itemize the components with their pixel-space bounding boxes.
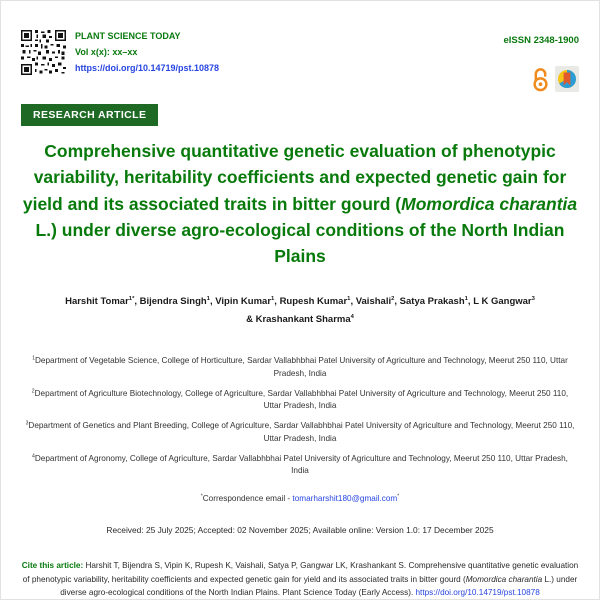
masthead-text bbox=[75, 29, 219, 76]
eissn-label: eISSN 2348-1900 bbox=[503, 35, 579, 46]
correspondence-line: *Correspondence email - tomarharshit180@gmail.com* bbox=[200, 493, 400, 503]
article-title: Comprehensive quantitative genetic evaluation of phenotypic variability, heritability coefficients and expected genetic gain for yield and its associated traits in bitter gourd (Momordica charantia L.) under diverse agro-ecological conditions of the North Indian Plains bbox=[22, 141, 578, 266]
affiliation-1: $^1$Department of Vegetable Science, College of Horticulture, Sardar Vallabhbhai Patel University of Agriculture and Technology, Meerut 250 110, Uttar Pradesh, India bbox=[32, 355, 568, 379]
open-access-lock-icon bbox=[531, 67, 550, 92]
check-for-updates-icon[interactable] bbox=[555, 66, 579, 92]
inline-link[interactable]: tomarharshit180@gmail.com bbox=[292, 493, 398, 503]
inline-link[interactable]: https://doi.org/10.14719/pst.10878 bbox=[415, 588, 540, 598]
masthead-left bbox=[21, 27, 219, 76]
affiliation-4: $^4$Department of Agronomy, College of Agriculture, Sardar Vallabhbhai Patel University of Agriculture and Technology, Meerut 250 110, Uttar Pradesh, India bbox=[32, 452, 568, 476]
volume-info: Vol x(x): xx–xx bbox=[75, 46, 138, 57]
affiliation-2: $^2$Department of Agriculture Biotechnology, College of Agriculture, Sardar Vallabhbhai Patel University of Agriculture and Technology, Meerut 250 110, Uttar Pradesh, India bbox=[31, 388, 569, 411]
dates-line: Received: 25 July 2025; Accepted: 02 November 2025; Available online: Version 1.0: 17 December 2025 bbox=[106, 524, 494, 535]
research-article-badge: RESEARCH ARTICLE bbox=[21, 104, 158, 126]
masthead bbox=[21, 27, 579, 92]
qr-code-icon bbox=[21, 30, 66, 75]
article-doi-link[interactable]: https://doi.org/10.14719/pst.10878 bbox=[75, 62, 220, 73]
affiliations bbox=[21, 355, 579, 478]
journal-name: PLANT SCIENCE TODAY bbox=[75, 31, 181, 41]
affiliation-3: $^3$Department of Genetics and Plant Breeding, College of Agriculture, Sardar Vallabhbhai Patel University of Agriculture and Technology, Meerut 250 110, Uttar Pradesh, India bbox=[25, 420, 575, 443]
authors-line: Harshit Tomar$^{1*}$, Bijendra Singh$^1$, Vipin Kumar$^1$, Rupesh Kumar$^1$, Vaishali$^2$, Satya Prakash$^1$, L K Gangwar$^3$ & Krashankant Sharma$^4$ bbox=[65, 296, 535, 326]
masthead-right bbox=[503, 27, 579, 92]
top-right-icons bbox=[503, 66, 579, 92]
citation-block: Cite this article: Harshit T, Bijendra S, Vipin K, Rupesh K, Vaishali, Satya P, Gangwar LK, Krashankant S. Comprehensive quantitative genetic evaluation of phenotypic variability, heritability coefficients and expected genetic gain for yield and its associated traits in bitter gourd (Momordica charantia L.) under diverse agro-ecological conditions of the North Indian Plains. Plant Science Today (Early Access). https://doi.org/10.14719/pst.10878 bbox=[21, 560, 579, 598]
